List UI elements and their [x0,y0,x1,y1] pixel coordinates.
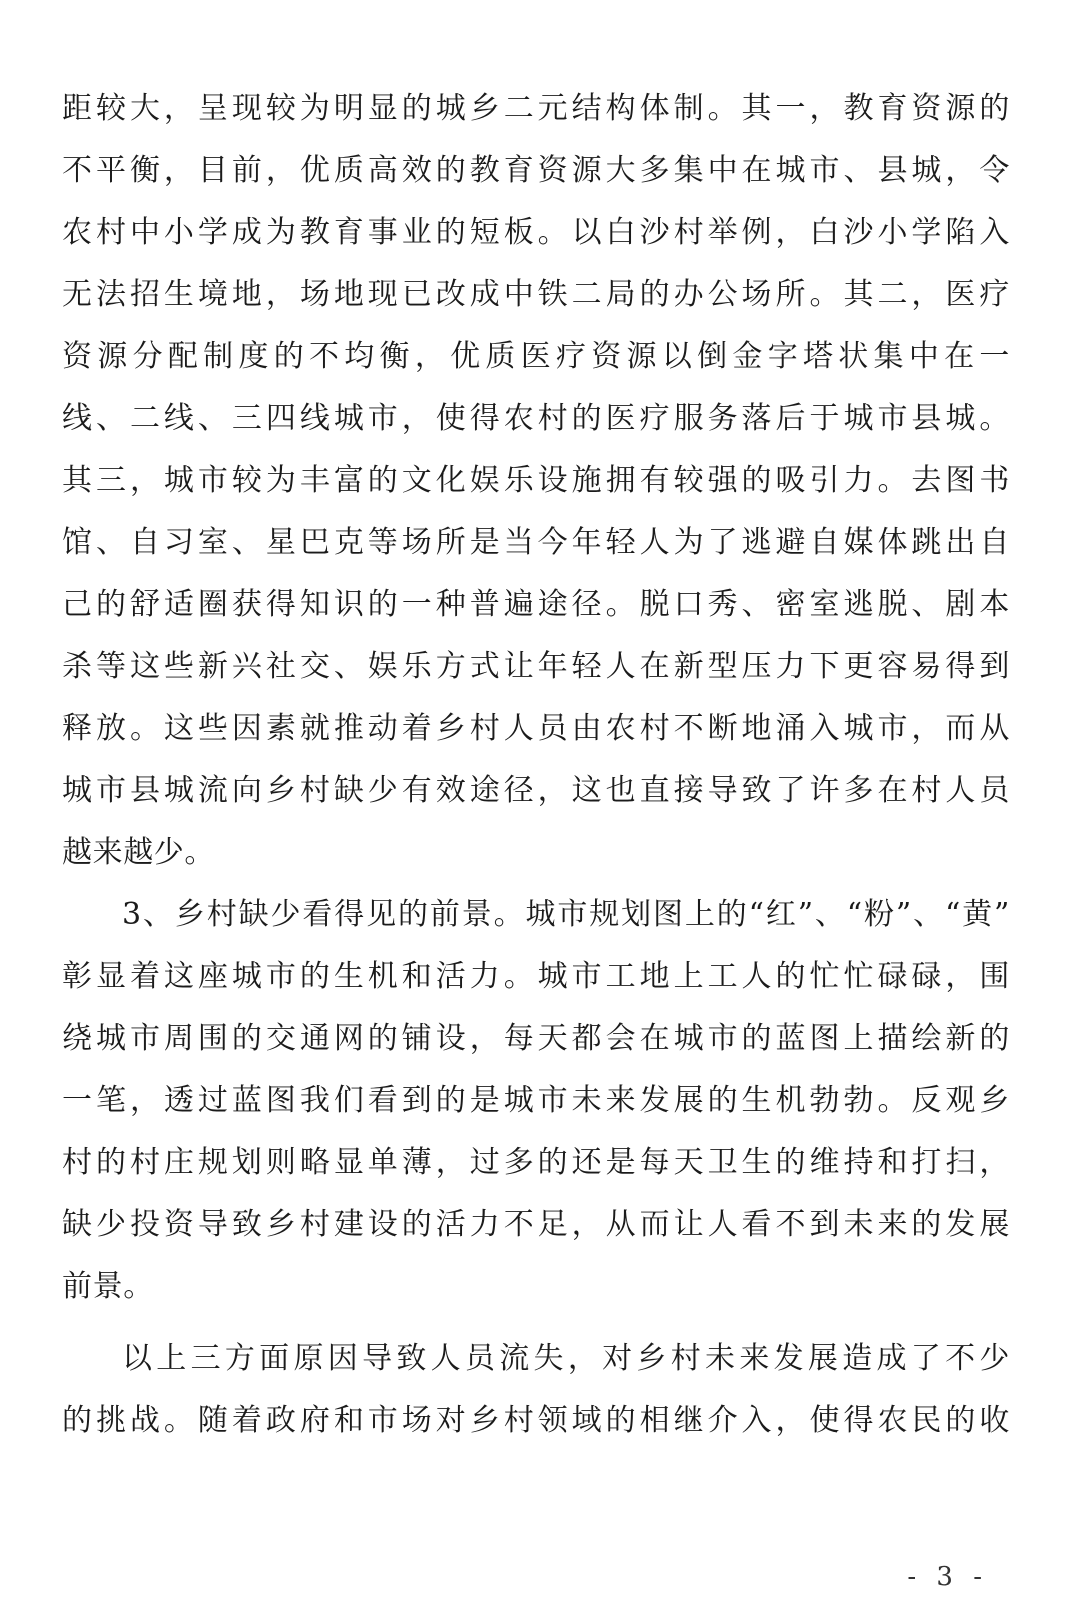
text-line: 线、二线、三四线城市，使得农村的医疗服务落后于城市县城。 [62,401,1010,436]
text-line: 越来越少。 [62,835,215,870]
text-line: 资源分配制度的不均衡，优质医疗资源以倒金字塔状集中在一 [62,339,1010,374]
text-line: 农村中小学成为教育事业的短板。以白沙村举例，白沙小学陷入 [62,215,1010,250]
text-line: 3、乡村缺少看得见的前景。城市规划图上的“红”、“粉”、“黄” [122,897,1010,932]
paragraph-gap [62,1318,1010,1328]
text-line: 杀等这些新兴社交、娱乐方式让年轻人在新型压力下更容易得到 [62,649,1010,684]
text-line: 以上三方面原因导致人员流失，对乡村未来发展造成了不少 [122,1341,1010,1376]
paragraph [62,884,1010,1318]
paragraph [62,1328,1010,1452]
text-line: 己的舒适圈获得知识的一种普遍途径。脱口秀、密室逃脱、剧本 [62,587,1010,622]
text-line: 前景。 [62,1269,154,1304]
text-line: 村的村庄规划则略显单薄，过多的还是每天卫生的维持和打扫， [62,1145,1010,1180]
text-line: 缺少投资导致乡村建设的活力不足，从而让人看不到未来的发展 [62,1207,1010,1242]
paragraph [62,78,1010,884]
text-line: 一笔，透过蓝图我们看到的是城市未来发展的生机勃勃。反观乡 [62,1083,1010,1118]
text-line: 无法招生境地，场地现已改成中铁二局的办公场所。其二，医疗 [62,277,1010,312]
text-line: 绕城市周围的交通网的铺设，每天都会在城市的蓝图上描绘新的 [62,1021,1010,1056]
text-line: 的挑战。随着政府和市场对乡村领域的相继介入，使得农民的收 [62,1403,1010,1438]
text-line: 距较大，呈现较为明显的城乡二元结构体制。其一，教育资源的 [62,91,1010,126]
text-line: 馆、自习室、星巴克等场所是当今年轻人为了逃避自媒体跳出自 [62,525,1010,560]
body-text [62,78,1010,1452]
page-number: - 3 - [907,1562,988,1592]
text-line: 释放。这些因素就推动着乡村人员由农村不断地涌入城市，而从 [62,711,1010,746]
text-line: 不平衡，目前，优质高效的教育资源大多集中在城市、县城，令 [62,153,1010,188]
text-line: 城市县城流向乡村缺少有效途径，这也直接导致了许多在村人员 [62,773,1010,808]
text-line: 其三，城市较为丰富的文化娱乐设施拥有较强的吸引力。去图书 [62,463,1010,498]
text-line: 彰显着这座城市的生机和活力。城市工地上工人的忙忙碌碌，围 [62,959,1010,994]
